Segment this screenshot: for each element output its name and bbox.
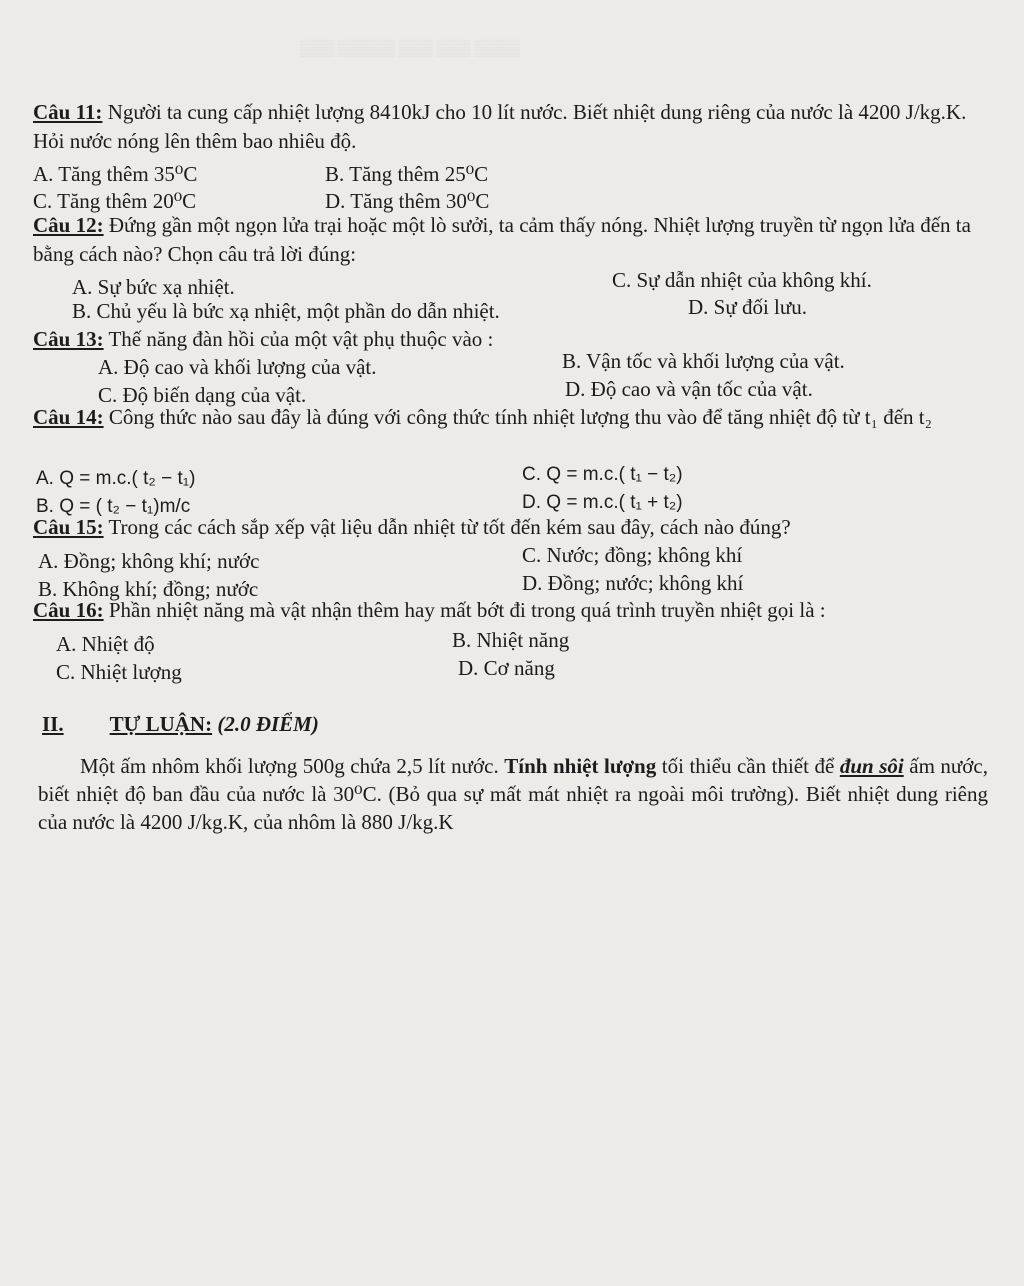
q11-option-a: A. Tăng thêm 35⁰C	[33, 162, 198, 186]
q12-option-c: C. Sự dẫn nhiệt của không khí.	[612, 268, 872, 292]
q12-option-b: B. Chủ yếu là bức xạ nhiệt, một phần do dẫn nhiệt.	[72, 299, 500, 323]
essay-emphasis-2: đun sôi	[839, 754, 904, 778]
q16-option-d: D. Cơ năng	[458, 656, 555, 680]
q16-option-c: C. Nhiệt lượng	[56, 660, 182, 684]
question-14	[33, 403, 993, 432]
q13-option-a: A. Độ cao và khối lượng của vật.	[98, 355, 377, 379]
bleed-through-text: ▒▒▒ ▒▒▒▒▒ ▒▒▒ ▒▒▒ ▒▒▒▒	[300, 40, 521, 57]
q14-option-c: C. Q = m.c.( t₁ − t₂)	[522, 464, 683, 485]
q15-option-b: B. Không khí; đồng; nước	[38, 577, 259, 601]
q15-option-a: A. Đồng; không khí; nước	[38, 549, 260, 573]
section-2-number: II.	[42, 712, 64, 736]
question-15-label: Câu 15:	[33, 515, 104, 539]
question-11	[33, 98, 993, 156]
section-2-heading	[42, 712, 319, 737]
q16-option-a: A. Nhiệt độ	[56, 632, 155, 656]
question-16-text: Phần nhiệt năng mà vật nhận thêm hay mất bớt đi trong quá trình truyền nhiệt gọi là :	[103, 598, 826, 622]
q13-option-c: C. Độ biến dạng của vật.	[98, 383, 307, 407]
question-11-label: Câu 11:	[33, 100, 103, 124]
essay-text-2: tối thiểu cần thiết để	[656, 754, 840, 778]
q13-option-d: D. Độ cao và vận tốc của vật.	[565, 377, 813, 401]
q16-option-b: B. Nhiệt năng	[452, 628, 570, 652]
q14-option-a: A. Q = m.c.( t₂ − t₁)	[36, 468, 196, 489]
essay-question	[38, 752, 988, 836]
q11-option-d: D. Tăng thêm 30⁰C	[325, 189, 490, 213]
question-12	[33, 211, 993, 269]
question-13-label: Câu 13:	[33, 327, 104, 351]
section-2-points: (2.0 ĐIỂM)	[212, 712, 319, 736]
question-16-label: Câu 16:	[33, 598, 104, 622]
q12-option-a: A. Sự bức xạ nhiệt.	[72, 275, 235, 299]
section-2-title: TỰ LUẬN:	[109, 712, 213, 736]
question-12-label: Câu 12:	[33, 213, 104, 237]
q15-option-c: C. Nước; đồng; không khí	[522, 543, 743, 567]
q14-option-b: B. Q = ( t₂ − t₁)m/c	[36, 496, 191, 517]
question-11-text: Người ta cung cấp nhiệt lượng 8410kJ cho 10 lít nước. Biết nhiệt dung riêng của nước là 4200 J/kg.K. Hỏi nước nóng lên thêm bao nhiêu độ.	[33, 100, 967, 153]
question-14-label: Câu 14:	[33, 405, 104, 429]
q15-option-d: D. Đồng; nước; không khí	[522, 571, 744, 595]
question-15	[33, 513, 993, 542]
essay-text-3: ấm nước, biết nhiệt độ ban đầu của nước là 30⁰C. (Bỏ qua sự mất mát nhiệt ra ngoài môi trường). Biết nhiệt dung riêng của nước là 4200 J/kg.K, của nhôm là 880 J/kg.K	[38, 754, 988, 834]
question-13-text: Thế năng đàn hồi của một vật phụ thuộc vào :	[103, 327, 494, 351]
essay-text-1: Một ấm nhôm khối lượng 500g chứa 2,5 lít nước.	[80, 754, 505, 778]
q13-option-b: B. Vận tốc và khối lượng của vật.	[562, 349, 845, 373]
q11-option-c: C. Tăng thêm 20⁰C	[33, 189, 197, 213]
question-13	[33, 325, 993, 354]
q12-option-d: D. Sự đối lưu.	[688, 295, 808, 319]
question-14-text: Công thức nào sau đây là đúng với công thức tính nhiệt lượng thu vào để tăng nhiệt độ từ t₁ đến t₂	[103, 405, 932, 429]
q11-option-b: B. Tăng thêm 25⁰C	[325, 162, 489, 186]
question-16	[33, 596, 993, 625]
q14-option-d: D. Q = m.c.( t₁ + t₂)	[522, 492, 683, 513]
question-12-text: Đứng gần một ngọn lửa trại hoặc một lò sưởi, ta cảm thấy nóng. Nhiệt lượng truyền từ ngọn lửa đến ta bằng cách nào? Chọn câu trả lời đúng:	[33, 213, 971, 266]
essay-emphasis-1: Tính nhiệt lượng	[504, 754, 657, 778]
question-15-text: Trong các cách sắp xếp vật liệu dẫn nhiệt từ tốt đến kém sau đây, cách nào đúng?	[103, 515, 791, 539]
